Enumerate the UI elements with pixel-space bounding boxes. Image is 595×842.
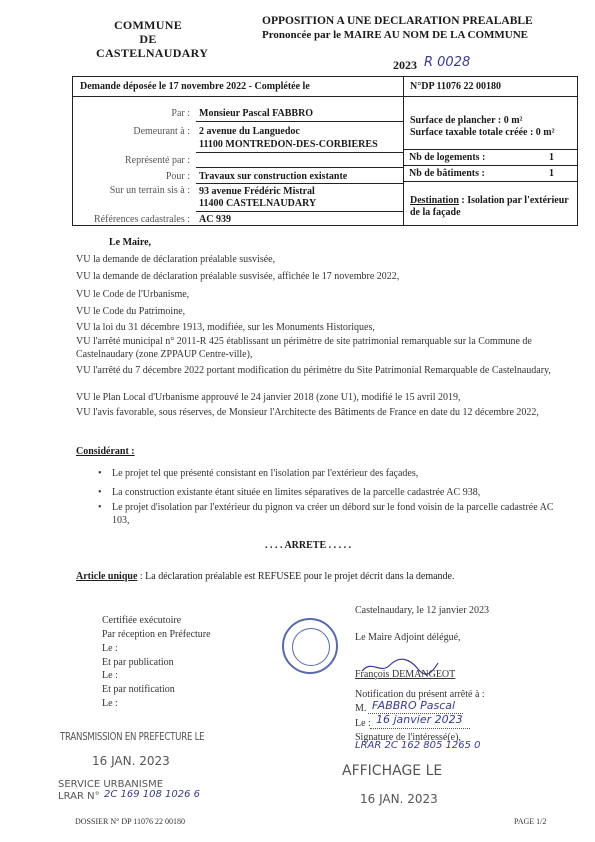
demeurant-value-2: 11100 MONTREDON-DES-CORBIERES <box>199 139 378 150</box>
certifie-executoire: Certifiée exécutoire <box>102 615 182 626</box>
vu-item: VU la demande de déclaration préalable susvisée, affichée le 17 novembre 2022, <box>76 271 400 282</box>
terrain-label: Sur un terrain sis à : <box>109 185 190 196</box>
demeurant-label: Demeurant à : <box>133 126 190 137</box>
dp-number: N°DP 11076 22 00180 <box>410 81 501 92</box>
affichage-stamp: AFFICHAGE LE <box>342 763 443 779</box>
notification-le-label: Le : <box>355 718 371 729</box>
le-reception: Le : <box>102 643 118 654</box>
article-unique <box>76 570 581 583</box>
bullet-dot: • <box>98 468 102 479</box>
batiments-label: Nb de bâtiments : <box>409 168 485 179</box>
le-maire: Le Maire, <box>109 237 152 248</box>
request-header-divider <box>72 96 578 97</box>
signatory-name: François DEMANGEOT <box>355 669 456 680</box>
rule <box>370 728 470 729</box>
vu-item: VU l'arrêté municipal n° 2011-R 425 établissant un périmètre de site patrimonial remarquable sur la Commune de Castelnaudary (zone ZPPAUP Centre-ville), <box>76 336 532 360</box>
affichage-date: 16 JAN. 2023 <box>360 792 438 806</box>
document-title: OPPOSITION A UNE DECLARATION PREALABLE <box>262 15 533 27</box>
place-date: Castelnaudary, le 12 janvier 2023 <box>355 605 490 616</box>
considerant-heading: Considérant : <box>76 446 135 457</box>
transmission-date: 16 JAN. 2023 <box>92 754 170 768</box>
batiments-row <box>403 165 578 182</box>
logements-label: Nb de logements : <box>409 152 486 163</box>
le-notification: Le : <box>102 698 118 709</box>
signatory-role: Le Maire Adjoint délégué, <box>355 632 461 643</box>
cadastre-label: Références cadastrales : <box>93 214 190 225</box>
par-label: Par : <box>171 108 190 119</box>
batiments-value: 1 <box>549 168 554 179</box>
par-value: Monsieur Pascal FABBRO <box>199 108 314 119</box>
le-publication: Le : <box>102 670 118 681</box>
rule <box>196 152 403 153</box>
commune-name <box>96 18 209 60</box>
commune-line-1: COMMUNE <box>113 18 183 32</box>
vu-item: VU l'arrêté du 7 décembre 2022 portant modification du périmètre du Site Patrimonial Remarquable de Castelnaudary, <box>76 365 551 376</box>
article-label: Article unique <box>76 571 138 582</box>
vu-item: VU la demande de déclaration préalable susvisée, <box>76 254 276 265</box>
commune-line-2: DE <box>139 32 157 46</box>
par-reception: Par réception en Préfecture <box>102 629 211 640</box>
pour-value: Travaux sur construction existante <box>199 171 348 182</box>
notification-to-handwritten: FABBRO Pascal <box>372 699 456 712</box>
bullet-dot: • <box>98 487 102 498</box>
surface-taxable: Surface taxable totale créée : 0 m² <box>410 127 555 138</box>
logements-value: 1 <box>549 152 554 163</box>
rule <box>196 121 403 122</box>
notification-title: Notification du présent arrêté à : <box>355 689 485 700</box>
logements-row <box>403 149 578 166</box>
service-urbanisme: SERVICE URBANISME <box>58 779 164 790</box>
lrar-handwritten: LRAR 2C 162 805 1265 0 <box>355 740 481 751</box>
considerant-item: Le projet d'isolation par l'extérieur du pignon va créer un débord sur le fond voisin de la parcelle cadastrée AC 103, <box>112 502 554 526</box>
cadastre-value: AC 939 <box>199 214 231 225</box>
considerant-item: La construction existante étant située en limites séparatives de la parcelle cadastrée AC 938, <box>112 487 481 498</box>
destination-label: Destination <box>410 195 459 206</box>
notification-interesse: Signature de l'intéressé(e), <box>355 732 461 743</box>
document-subtitle: Prononcée par le MAIRE AU NOM DE LA COMMUNE <box>262 29 529 41</box>
transmission-stamp: TRANSMISSION EN PREFECTURE LE <box>60 730 205 743</box>
notification-le-handwritten: 16 janvier 2023 <box>376 713 463 726</box>
deposit-date: Demande déposée le 17 novembre 2022 - Complétée le <box>80 81 310 92</box>
vu-item: VU l'avis favorable, sous réserves, de Monsieur l'Architecte des Bâtiments de France en date du 12 décembre 2022, <box>76 407 539 418</box>
footer-dossier: DOSSIER N° DP 11076 22 00180 <box>75 817 185 826</box>
surface-plancher: Surface de plancher : 0 m² <box>410 115 523 126</box>
vu-item: VU la loi du 31 décembre 1913, modifiée, sur les Monuments Historiques, <box>76 322 375 333</box>
bullet-dot: • <box>98 502 102 513</box>
register-year: 2023 <box>393 58 417 72</box>
lrar-number-handwritten: 2C 169 108 1026 6 <box>104 789 201 800</box>
terrain-value-2: 11400 CASTELNAUDARY <box>199 198 317 209</box>
vu-item: VU le Plan Local d'Urbanisme approuvé le 24 janvier 2018 (zone U1), modifié le 15 avril 2019, <box>76 392 461 403</box>
footer-page: PAGE 1/2 <box>514 817 547 826</box>
destination <box>410 195 575 219</box>
vu-item: VU le Code de l'Urbanisme, <box>76 289 190 300</box>
represente-label: Représenté par : <box>125 155 190 166</box>
register-number-handwritten: R 0028 <box>424 55 471 70</box>
seal-ring <box>292 628 330 666</box>
article-text: : La déclaration préalable est REFUSEE pour le projet décrit dans la demande. <box>137 571 455 582</box>
pour-label: Pour : <box>165 171 190 182</box>
rule <box>196 167 403 168</box>
commune-line-3: CASTELNAUDARY <box>96 46 209 60</box>
considerant-item: Le projet tel que présenté consistant en l'isolation par l'extérieur des façades, <box>112 468 419 479</box>
destination-value: : Isolation par l'extérieur de la façade <box>410 195 569 218</box>
et-publication: Et par publication <box>102 657 174 668</box>
arrete-heading: . . . . ARRETE . . . . . <box>265 540 352 551</box>
vu-item: VU le Code du Patrimoine, <box>76 306 186 317</box>
lrar-label: LRAR N° <box>58 791 100 802</box>
notification-to-label: M. <box>355 703 367 714</box>
town-seal <box>282 618 338 674</box>
et-notification: Et par notification <box>102 684 175 695</box>
rule <box>196 183 403 184</box>
demeurant-value-1: 2 avenue du Languedoc <box>199 126 300 137</box>
rule <box>196 211 403 212</box>
terrain-value-1: 93 avenue Frédéric Mistral <box>199 186 315 197</box>
